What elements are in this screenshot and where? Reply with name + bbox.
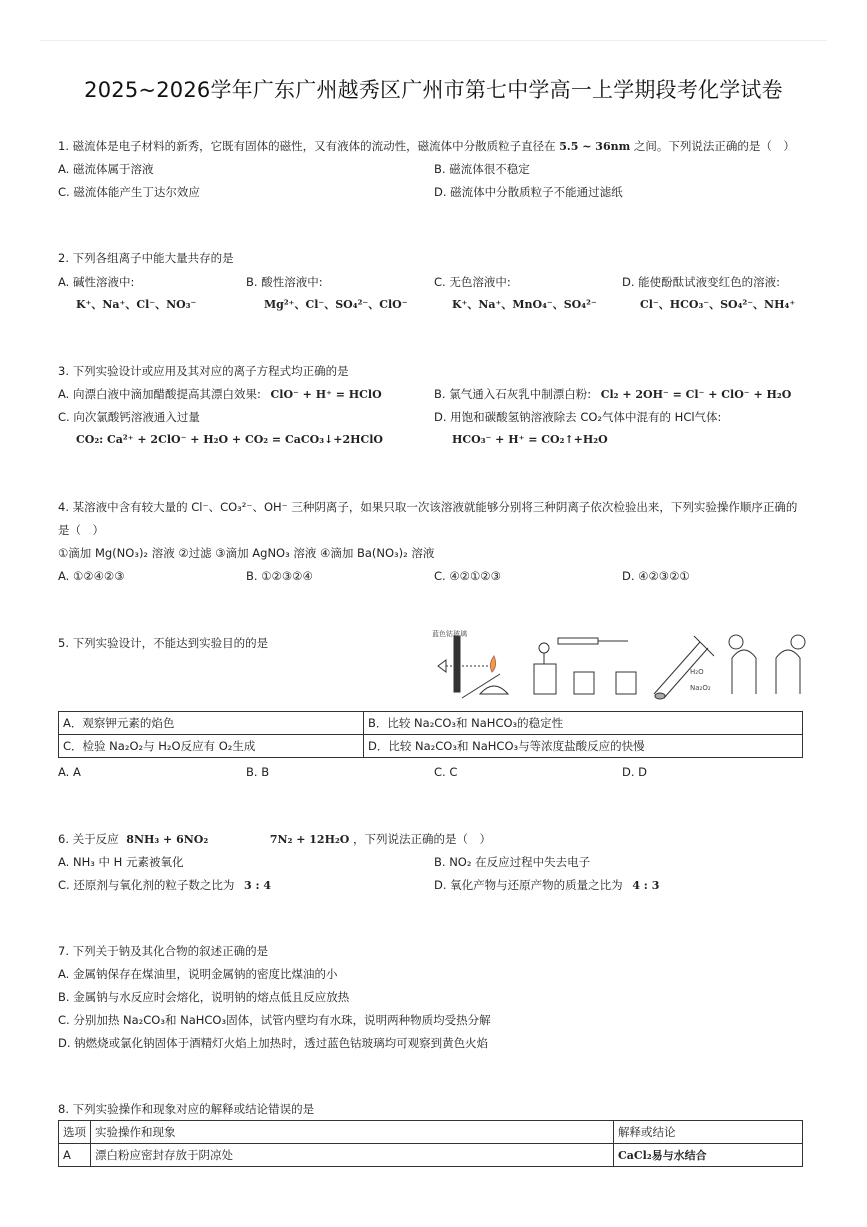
q3-stem: 3. 下列实验设计或应用及其对应的离子方程式均正确的是 bbox=[58, 364, 349, 378]
q5-option-d: D. D bbox=[622, 765, 648, 779]
beaker-left bbox=[534, 664, 556, 694]
beaker-mid bbox=[574, 672, 594, 694]
q7-stem: 7. 下列关于钠及其化合物的叙述正确的是 bbox=[58, 944, 269, 958]
q5-stem: 5. 下列实验设计，不能达到实验目的的是 bbox=[58, 636, 269, 650]
q3-option-d: D. 用饱和碳酸氢钠溶液除去 CO₂气体中混有的 HCl气体: bbox=[434, 410, 722, 424]
q7-option-b: B. 金属钠与水反应时会熔化，说明钠的熔点低且反应放热 bbox=[58, 990, 350, 1004]
q4-option-c: C. ④②①②③ bbox=[434, 569, 501, 583]
q1-option-a: A. 磁流体属于溶液 bbox=[58, 162, 154, 176]
q3-option-c-equation: CO₂: Ca²⁺ + 2ClO⁻ + H₂O + CO₂ = CaCO₃↓+2HClO bbox=[76, 433, 384, 446]
q6-option-c bbox=[58, 878, 271, 893]
q2-option-c: C. 无色溶液中: bbox=[434, 275, 511, 289]
q1-range: 5.5 ~ 36nm bbox=[559, 140, 631, 153]
q4-option-d: D. ④②③②① bbox=[622, 569, 690, 583]
q6-stem-pre: 6. 关于反应 bbox=[58, 832, 119, 846]
q6-option-a: A. NH₃ 中 H 元素被氧化 bbox=[58, 855, 184, 869]
table-row bbox=[59, 1144, 803, 1167]
q8-stem: 8. 下列实验操作和现象对应的解释或结论错误的是 bbox=[58, 1102, 315, 1116]
q2-option-a-ions: K⁺、Na⁺、Cl⁻、NO₃⁻ bbox=[76, 298, 197, 311]
q2-option-b: B. 酸性溶液中: bbox=[246, 275, 323, 289]
q3-option-a-text: A. 向漂白液中滴加醋酸提高其漂白效果: bbox=[58, 387, 261, 401]
q6-option-d-ratio: 4 : 3 bbox=[632, 879, 660, 892]
table-row bbox=[59, 1121, 803, 1144]
cobalt-glass-shape bbox=[454, 636, 460, 692]
q4-option-b: B. ①②③②④ bbox=[246, 569, 313, 583]
q7-option-d: D. 钠燃烧或氯化钠固体于酒精灯火焰上加热时，透过蓝色钴玻璃均可观察到黄色火焰 bbox=[58, 1036, 489, 1050]
q1-stem bbox=[58, 139, 795, 154]
q6-option-c-ratio: 3 : 4 bbox=[244, 879, 272, 892]
q5-apparatus-figure bbox=[432, 628, 812, 700]
q2-option-d: D. 能使酚酞试液变红色的溶液: bbox=[622, 275, 781, 289]
q5-option-c: C. C bbox=[434, 765, 458, 779]
q8-row-a-option: A bbox=[59, 1144, 91, 1167]
big-test-tube bbox=[558, 638, 598, 644]
q8-header-operation: 实验操作和现象 bbox=[91, 1121, 614, 1144]
q4-stem-line2: 是（ ） bbox=[58, 523, 104, 537]
table-row bbox=[59, 735, 803, 758]
q3-option-c: C. 向次氯酸钙溶液通入过量 bbox=[58, 410, 200, 424]
fig-label-na2o2: Na₂O₂ bbox=[690, 684, 711, 692]
q1-option-d: D. 磁流体中分散质粒子不能通过滤纸 bbox=[434, 185, 623, 199]
q8-header-option: 选项 bbox=[59, 1121, 91, 1144]
q5-option-b: B. B bbox=[246, 765, 270, 779]
beaker-right bbox=[616, 672, 636, 694]
u-tube-right bbox=[776, 650, 800, 694]
q6-option-d bbox=[434, 878, 659, 893]
q6-option-c-text: C. 还原剂与氧化剂的粒子数之比为 bbox=[58, 878, 235, 892]
q8-header-conclusion: 解释或结论 bbox=[614, 1121, 803, 1144]
q3-option-a-equation: ClO⁻ + H⁺ = HClO bbox=[270, 388, 382, 401]
q6-products: 7N₂ + 12H₂O bbox=[269, 833, 350, 846]
q1-option-b: B. 磁流体很不稳定 bbox=[434, 162, 530, 176]
q8-row-a-operation: 漂白粉应密封存放于阴凉处 bbox=[91, 1144, 614, 1167]
q4-option-a: A. ①②④②③ bbox=[58, 569, 125, 583]
q6-reactants: 8NH₃ + 6NO₂ bbox=[126, 833, 209, 846]
q3-option-a bbox=[58, 387, 382, 402]
q5-cell-c: C．检验 Na₂O₂与 H₂O反应有 O₂生成 bbox=[59, 735, 364, 758]
q3-option-d-equation: HCO₃⁻ + H⁺ = CO₂↑+H₂O bbox=[452, 433, 608, 446]
q6-option-b: B. NO₂ 在反应过程中失去电子 bbox=[434, 855, 591, 869]
page-title: 2025~2026学年广东广州越秀区广州市第七中学高一上学期段考化学试卷 bbox=[84, 78, 783, 102]
q6-stem bbox=[58, 832, 491, 847]
q6-option-d-text: D. 氧化产物与还原产物的质量之比为 bbox=[434, 878, 623, 892]
q6-stem-post: ，下列说法正确的是（ ） bbox=[353, 832, 492, 846]
q8-row-a-conclusion: CaCl₂易与水结合 bbox=[614, 1144, 803, 1167]
q3-option-b-equation: Cl₂ + 2OH⁻ = Cl⁻ + ClO⁻ + H₂O bbox=[600, 388, 792, 401]
q2-option-b-ions: Mg²⁺、Cl⁻、SO₄²⁻、ClO⁻ bbox=[264, 298, 408, 311]
q5-cell-b: B．比较 Na₂CO₃和 NaHCO₃的稳定性 bbox=[364, 712, 803, 735]
q8-table bbox=[58, 1120, 803, 1167]
q7-option-a: A. 金属钠保存在煤油里，说明金属钠的密度比煤油的小 bbox=[58, 967, 338, 981]
balloon-right bbox=[791, 635, 805, 649]
alcohol-lamp-shape bbox=[480, 686, 508, 694]
q5-cell-d: D．比较 Na₂CO₃和 NaHCO₃与等浓度盐酸反应的快慢 bbox=[364, 735, 803, 758]
q1-stem-post: 之间。下列说法正确的是（ ） bbox=[633, 139, 795, 153]
u-tube-left bbox=[732, 650, 756, 694]
q7-option-c: C. 分别加热 Na₂CO₃和 NaHCO₃固体，试管内壁均有水珠，说明两种物质均受热分解 bbox=[58, 1013, 491, 1027]
q5-cell-a: A．观察钾元素的焰色 bbox=[59, 712, 364, 735]
na2o2-solid bbox=[655, 693, 665, 699]
q5-option-a: A. A bbox=[58, 765, 81, 779]
eye-icon bbox=[438, 660, 446, 672]
flame-shape bbox=[490, 656, 495, 672]
fig-label-cobalt-glass: 蓝色钴玻璃 bbox=[432, 630, 467, 638]
q2-option-a: A. 碱性溶液中: bbox=[58, 275, 135, 289]
q1-option-c: C. 磁流体能产生丁达尔效应 bbox=[58, 185, 200, 199]
q2-stem: 2. 下列各组离子中能大量共存的是 bbox=[58, 251, 234, 265]
q4-steps: ①滴加 Mg(NO₃)₂ 溶液 ②过滤 ③滴加 AgNO₃ 溶液 ④滴加 Ba(NO₃)₂ 溶液 bbox=[58, 546, 435, 560]
q1-stem-pre: 1. 磁流体是电子材料的新秀，它既有固体的磁性，又有液体的流动性，磁流体中分散质粒子直径在 bbox=[58, 139, 556, 153]
q3-option-b bbox=[434, 387, 791, 402]
q2-option-c-ions: K⁺、Na⁺、MnO₄⁻、SO₄²⁻ bbox=[452, 298, 597, 311]
balloon-left bbox=[729, 635, 743, 649]
fig-label-water: H₂O bbox=[690, 668, 704, 676]
q5-options-table bbox=[58, 711, 803, 758]
table-row bbox=[59, 712, 803, 735]
q4-stem-line1: 4. 某溶液中含有较大量的 Cl⁻、CO₃²⁻、OH⁻ 三种阴离子，如果只取一次该溶液就能够分别将三种阴离子依次检验出来，下列实验操作顺序正确的 bbox=[58, 500, 798, 514]
q3-option-b-text: B. 氯气通入石灰乳中制漂白粉: bbox=[434, 387, 592, 401]
flask-bulb bbox=[539, 643, 549, 653]
q2-option-d-ions: Cl⁻、HCO₃⁻、SO₄²⁻、NH₄⁺ bbox=[640, 298, 796, 311]
top-divider bbox=[40, 40, 827, 41]
